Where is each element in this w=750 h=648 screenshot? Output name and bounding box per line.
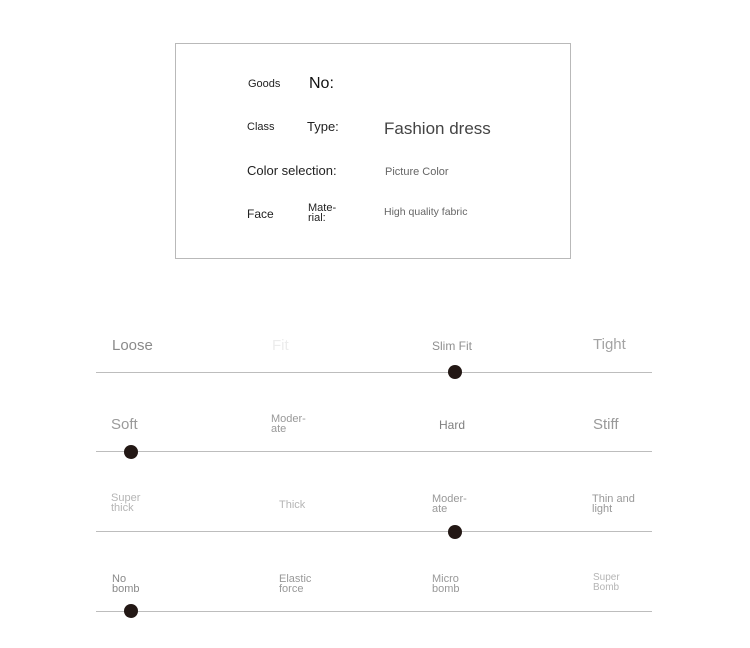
type-value: Fashion dress (384, 119, 491, 138)
thickness-option-thin-and-light: Thin and light (592, 493, 635, 515)
hardness-option-stiff: Stiff (593, 416, 619, 433)
elasticity-scale-line (96, 611, 652, 612)
class-label: Class (247, 121, 275, 133)
thickness-scale-marker (448, 525, 462, 539)
hardness-scale-line (96, 451, 652, 452)
thickness-scale-line (96, 531, 652, 532)
fit-option-slim-fit: Slim Fit (432, 339, 472, 353)
color-selection-label: Color selection: (247, 163, 337, 178)
elasticity-option-super-bomb: Super Bomb (593, 572, 620, 593)
fit-option-fit: Fit (272, 337, 289, 354)
goods-label: Goods (248, 78, 281, 90)
thickness-option-super-thick: Super thick (111, 492, 141, 514)
elasticity-option-micro-bomb: Micro bomb (432, 573, 460, 595)
elasticity-scale-marker (124, 604, 138, 618)
thickness-option-thick: Thick (279, 499, 306, 511)
material-label: Mate- rial: (308, 202, 337, 224)
type-label: Type: (307, 119, 339, 134)
hardness-option-hard: Hard (439, 418, 466, 432)
thickness-option-moderate: Moder- ate (432, 493, 467, 515)
product-info-card (175, 43, 571, 259)
elasticity-option-no-bomb: No bomb (112, 573, 140, 595)
fit-option-loose: Loose (112, 337, 153, 354)
fit-scale-line (96, 372, 652, 373)
color-selection-value: Picture Color (385, 166, 449, 178)
elasticity-option-elastic-force: Elastic force (279, 573, 312, 595)
hardness-scale-marker (124, 445, 138, 459)
hardness-option-soft: Soft (111, 416, 138, 433)
material-value: High quality fabric (384, 206, 468, 218)
face-label: Face (247, 207, 274, 221)
no-label: No: (309, 75, 334, 92)
fit-scale-marker (448, 365, 462, 379)
hardness-option-moderate: Moder- ate (271, 413, 306, 435)
fit-option-tight: Tight (593, 336, 626, 353)
